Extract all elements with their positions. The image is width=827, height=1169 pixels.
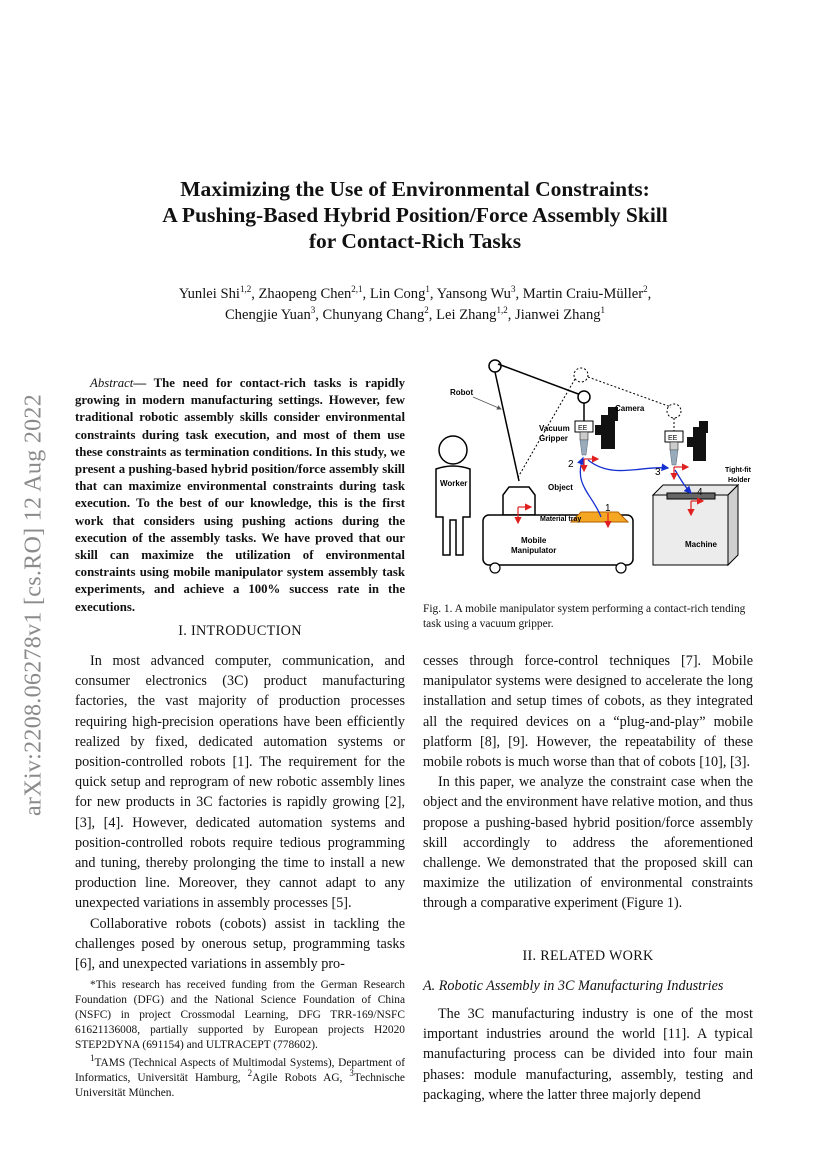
intro-body-left [75,651,405,974]
arxiv-watermark: arXiv:2208.06278v1 [cs.RO] 12 Aug 2022 [20,393,47,817]
funding-footnote: *This research has received funding from the German Research Foundation (DFG) and the National Science Foundation of China (NSFC) in project Crossmodal Learning, DFG TRR-169/NSFC 61621136008, partially supported by European projects H2020 STEP2DYNA (691154) and ULTRACEPT (778602). [75,979,405,1051]
paragraph: In this paper, we analyze the constraint case when the object and the environment have relative motion, and thus propose a pushing-based hybrid position/force assembly skill accordingly to address the aforementioned challenge. We demonstrated that the proposed skill can maximize the utilization of environmental constraints through a comparative experiment (Figure 1). [423,774,753,912]
author: Lin Cong$^1$, [369,284,437,302]
abstract: Abstract— The need for contact-rich tasks is rapidly growing in modern manufacturing settings. However, few traditional robotic assembly skills consider environmental constraints during task execution, and most of them use these constraints as termination conditions. In this study, we present a pushing-based hybrid position/force assembly skill that can maximize environmental constraints during task execution. To the best of our knowledge, this is the first work that considers using pushing actions during the execution of the assembly tasks. We have proved that our skill can maximize the utilization of environmental constraints using mobile manipulator system assembly task experiments, and achieve a 100% success rate in the executions. [75,376,405,614]
label-ee-1: EE [578,425,588,432]
label-machine: Machine [685,540,718,549]
author: Zhaopeng Chen$^{2,1}$, [258,284,370,302]
worker-figure [436,436,470,555]
machine-block [653,485,738,565]
subsection-heading: A. Robotic Assembly in 3C Manufacturing Industries [423,978,724,994]
title-line-1: Maximizing the Use of Environmental Constraints: [180,177,650,201]
paragraph: In most advanced computer, communication, and consumer electronics (3C) product manufacturing factories, the vast majority of production processes requiring high-precision operations have been efficiently realized by fixed, dedicated automation systems or position-controlled robots [1]. The requirement for the quick setup and reprogram of new robotic assembly lines for new products in 3C factories is rapidly growing [2], [3], [4]. However, dedicated automation systems and position-controlled robots require tedious programming and tuning, thereby prolonging the time to install a new production line. Moreover, they cannot adapt to any unexpected variations in assembly processes [5]. [75,653,405,912]
label-object: Object [548,483,573,492]
label-mobile: Mobile [521,536,547,545]
step-2-label: 2 [568,459,574,470]
vacuum-gripper-icon [580,440,588,455]
affiliation-footnote: $^1$TAMS (Technical Aspects of Multimodal Systems), Department of Informatics, Universität Hamburg, $^2$Agile Robots AG, $^3$Technische Universität München. [75,1053,405,1099]
figure-1-illustration [423,355,758,595]
author: Jianwei Zhang$^1$ [515,305,606,323]
footnotes [75,978,405,1101]
label-tight-fit: Tight-fit [725,467,751,474]
author: Chengjie Yuan$^3$, [224,305,323,323]
label-manipulator: Manipulator [511,546,557,555]
label-vacuum: Vacuum [539,424,570,433]
camera-icon-2 [687,421,708,461]
author: Yansong Wu$^3$, [436,284,523,302]
step-4-label: 4 [697,487,703,498]
camera-icon [595,407,618,449]
section-heading-introduction: I. INTRODUCTION [178,623,302,639]
paper-title [70,176,760,254]
label-camera: Camera [615,404,645,413]
paragraph: cesses through force-control techniques [7]. Mobile manipulator systems were designed to accelerate the long installation and setup times of cobots, as they integrated all the required devices on a “plug-and-play” mobile platform [8], [9]. However, the repeatability of these mobile robots is much worse than that of cobots [10], [3]. [423,653,753,771]
mobile-manipulator-base [483,487,633,573]
label-worker: Worker [440,479,468,488]
label-holder: Holder [728,477,751,484]
author: Yunlei Shi$^{1,2}$, [178,284,259,302]
intro-body-right [423,651,753,914]
title-line-3: for Contact-Rich Tasks [308,229,522,253]
related-body [423,1004,753,1105]
label-robot: Robot [450,388,474,397]
author: Martin Craiu-Müller$^2$, [522,284,652,302]
title-line-2: A Pushing-Based Hybrid Position/Force Assembly Skill [162,203,668,227]
figure-1 [423,355,758,595]
figure-caption: Fig. 1. A mobile manipulator system performing a contact-rich tending task using a vacuum gripper. [423,603,746,630]
step-3-label: 3 [655,467,661,478]
author: Chunyang Chang$^2$, [322,305,437,323]
paragraph: The 3C manufacturing industry is one of the most important industries around the world [11]. A typical manufacturing process can be divided into four main phases: module manufacturing, assembly, testing and packaging, where the latter three majorly depend [423,1006,753,1103]
label-gripper: Gripper [539,434,568,443]
section-heading-related-work: II. RELATED WORK [522,948,654,964]
label-material-tray: Material tray [540,516,582,523]
motion-path-blue [580,458,601,517]
step-1-label: 1 [605,503,611,514]
paragraph: Collaborative robots (cobots) assist in tackling the challenges posed by onerous setup, programming tasks [6], and unexpected variations in assembly pro- [75,915,405,973]
label-ee-2: EE [668,435,678,442]
author: Lei Zhang$^{1,2}$, [436,305,516,323]
author-list [70,284,760,326]
